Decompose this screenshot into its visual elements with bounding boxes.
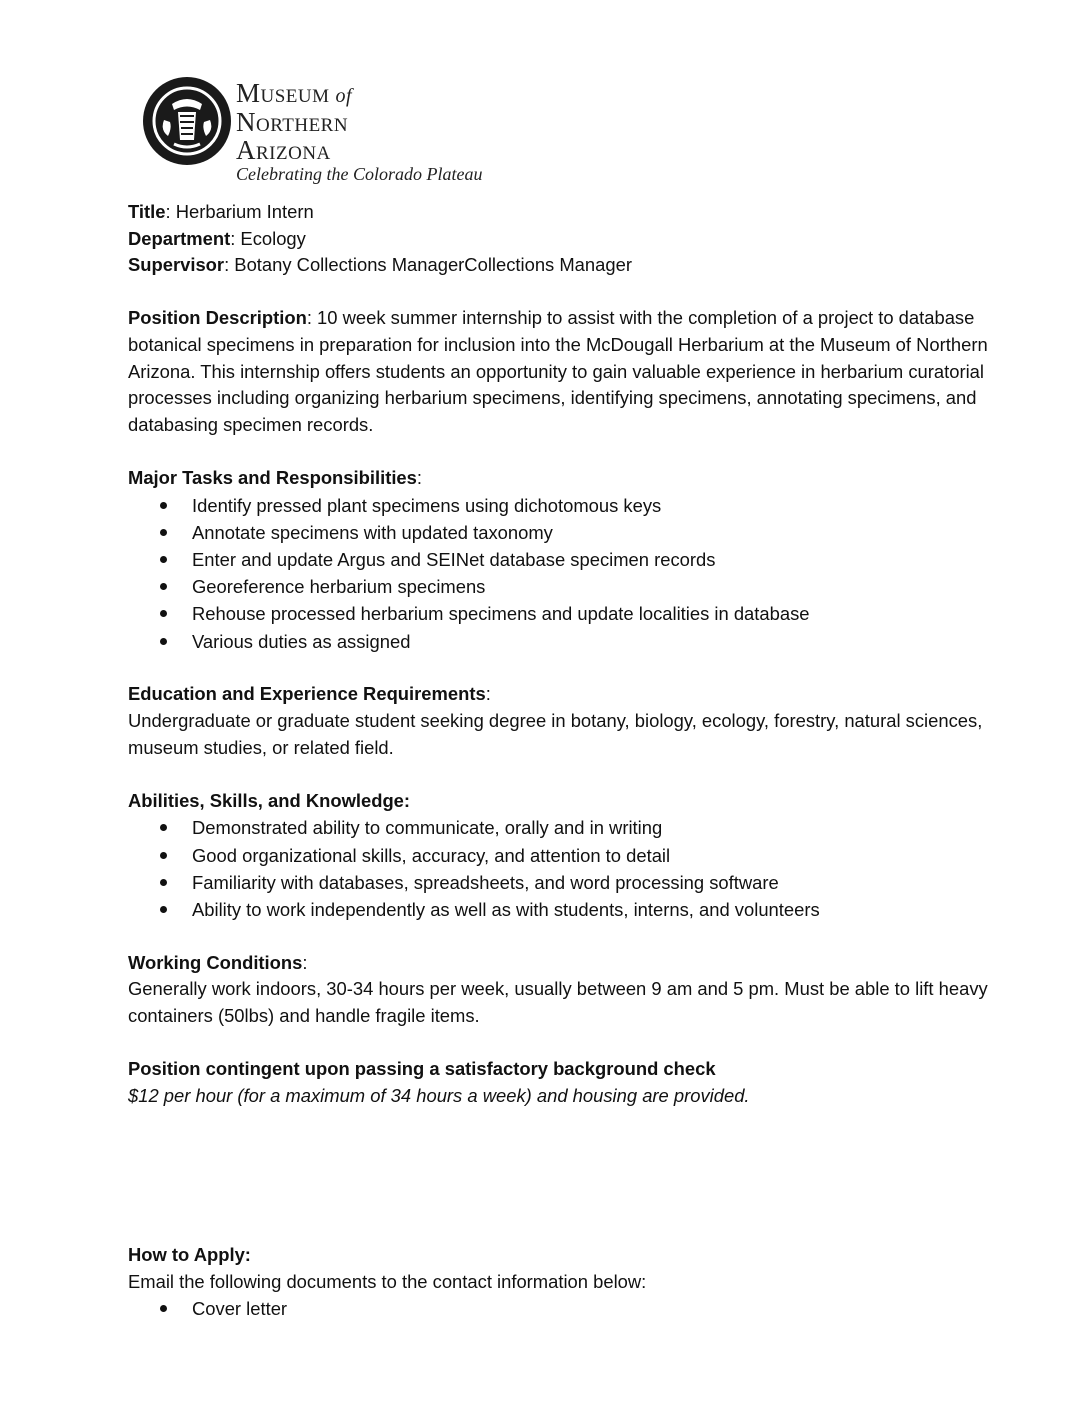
education-text: Undergraduate or graduate student seeking degree in botany, biology, ecology, forestry, natural sciences, museum studies, or related field. [128, 709, 983, 758]
logo-northern-text: Northern [236, 107, 349, 137]
education-heading [128, 681, 1008, 708]
job-description [128, 199, 1008, 1323]
museum-emblem-icon [142, 76, 232, 166]
major-tasks-heading-text: Major Tasks and Responsibilities [128, 466, 417, 488]
working-conditions-text: Generally work indoors, 30-34 hours per week, usually between 9 am and 5 pm. Must be able to lift heavy containers (50lbs) and handle fragile items. [128, 978, 988, 1026]
major-tasks-heading [128, 465, 1008, 492]
list-item: Various duties as assigned [128, 628, 1008, 655]
list-item: Demonstrated ability to communicate, orally and in writing [128, 814, 1008, 841]
working-conditions-colon: : [302, 951, 308, 973]
how-to-apply-heading: How to Apply: [128, 1244, 251, 1266]
logo-arizona-text: Arizona [236, 135, 331, 165]
title-value: : Herbarium Intern [165, 201, 314, 222]
list-item: Enter and update Argus and SEINet database specimen records [128, 546, 1008, 573]
list-item: Rehouse processed herbarium specimens and update localities in database [128, 600, 1008, 627]
education-heading-text: Education and Experience Requirements [128, 683, 486, 705]
title-label: Title [128, 201, 166, 222]
working-conditions-heading [128, 950, 1008, 977]
how-to-apply-text: Email the following documents to the contact information below: [128, 1270, 647, 1292]
abilities-list [128, 814, 1008, 923]
major-tasks-colon: : [416, 466, 423, 488]
list-item: Identify pressed plant specimens using dichotomous keys [128, 492, 1008, 519]
department-value: : Ecology [230, 227, 306, 249]
supervisor-label: Supervisor [128, 254, 225, 276]
logo-tagline: Celebrating the Colorado Plateau [236, 164, 483, 184]
position-description [128, 305, 1008, 438]
list-item: Ability to work independently as well as with students, interns, and volunteers [128, 896, 1008, 923]
museum-logo [142, 72, 502, 192]
department-line [128, 226, 1008, 253]
department-label: Department [128, 227, 231, 249]
supervisor-value: : Botany Collections ManagerCollections Manager [224, 254, 632, 276]
position-description-label: Position Description [128, 307, 307, 329]
logo-of-text: of [335, 85, 353, 107]
logo-museum-text: Museum [236, 78, 330, 108]
working-conditions-heading-text: Working Conditions [128, 951, 303, 973]
list-item: Annotate specimens with updated taxonomy [128, 519, 1008, 546]
background-check-heading: Position contingent upon passing a satisfactory background check [128, 1058, 716, 1080]
major-tasks-list [128, 492, 1008, 655]
list-item: Georeference herbarium specimens [128, 573, 1008, 600]
how-to-apply-list [128, 1295, 1008, 1322]
supervisor-line [128, 252, 1008, 279]
list-item: Good organizational skills, accuracy, and attention to detail [128, 842, 1008, 869]
abilities-heading: Abilities, Skills, and Knowledge: [128, 789, 411, 811]
list-item: Cover letter [128, 1295, 1008, 1322]
education-colon: : [485, 683, 491, 705]
position-description-text: : 10 week summer internship to assist with the completion of a project to database botanical specimens in preparation for inclusion into the McDougall Herbarium at the Museum of Northern Arizona. This internship offers students an opportunity to gain valuable experience in herbarium curatorial processes including organizing herbarium specimens, identifying specimens, annotating specimens, and databasing specimen records. [128, 307, 988, 435]
title-line [128, 199, 1008, 226]
pay-text: $12 per hour (for a maximum of 34 hours a week) and housing are provided. [128, 1084, 750, 1106]
list-item: Familiarity with databases, spreadsheets, and word processing software [128, 869, 1008, 896]
